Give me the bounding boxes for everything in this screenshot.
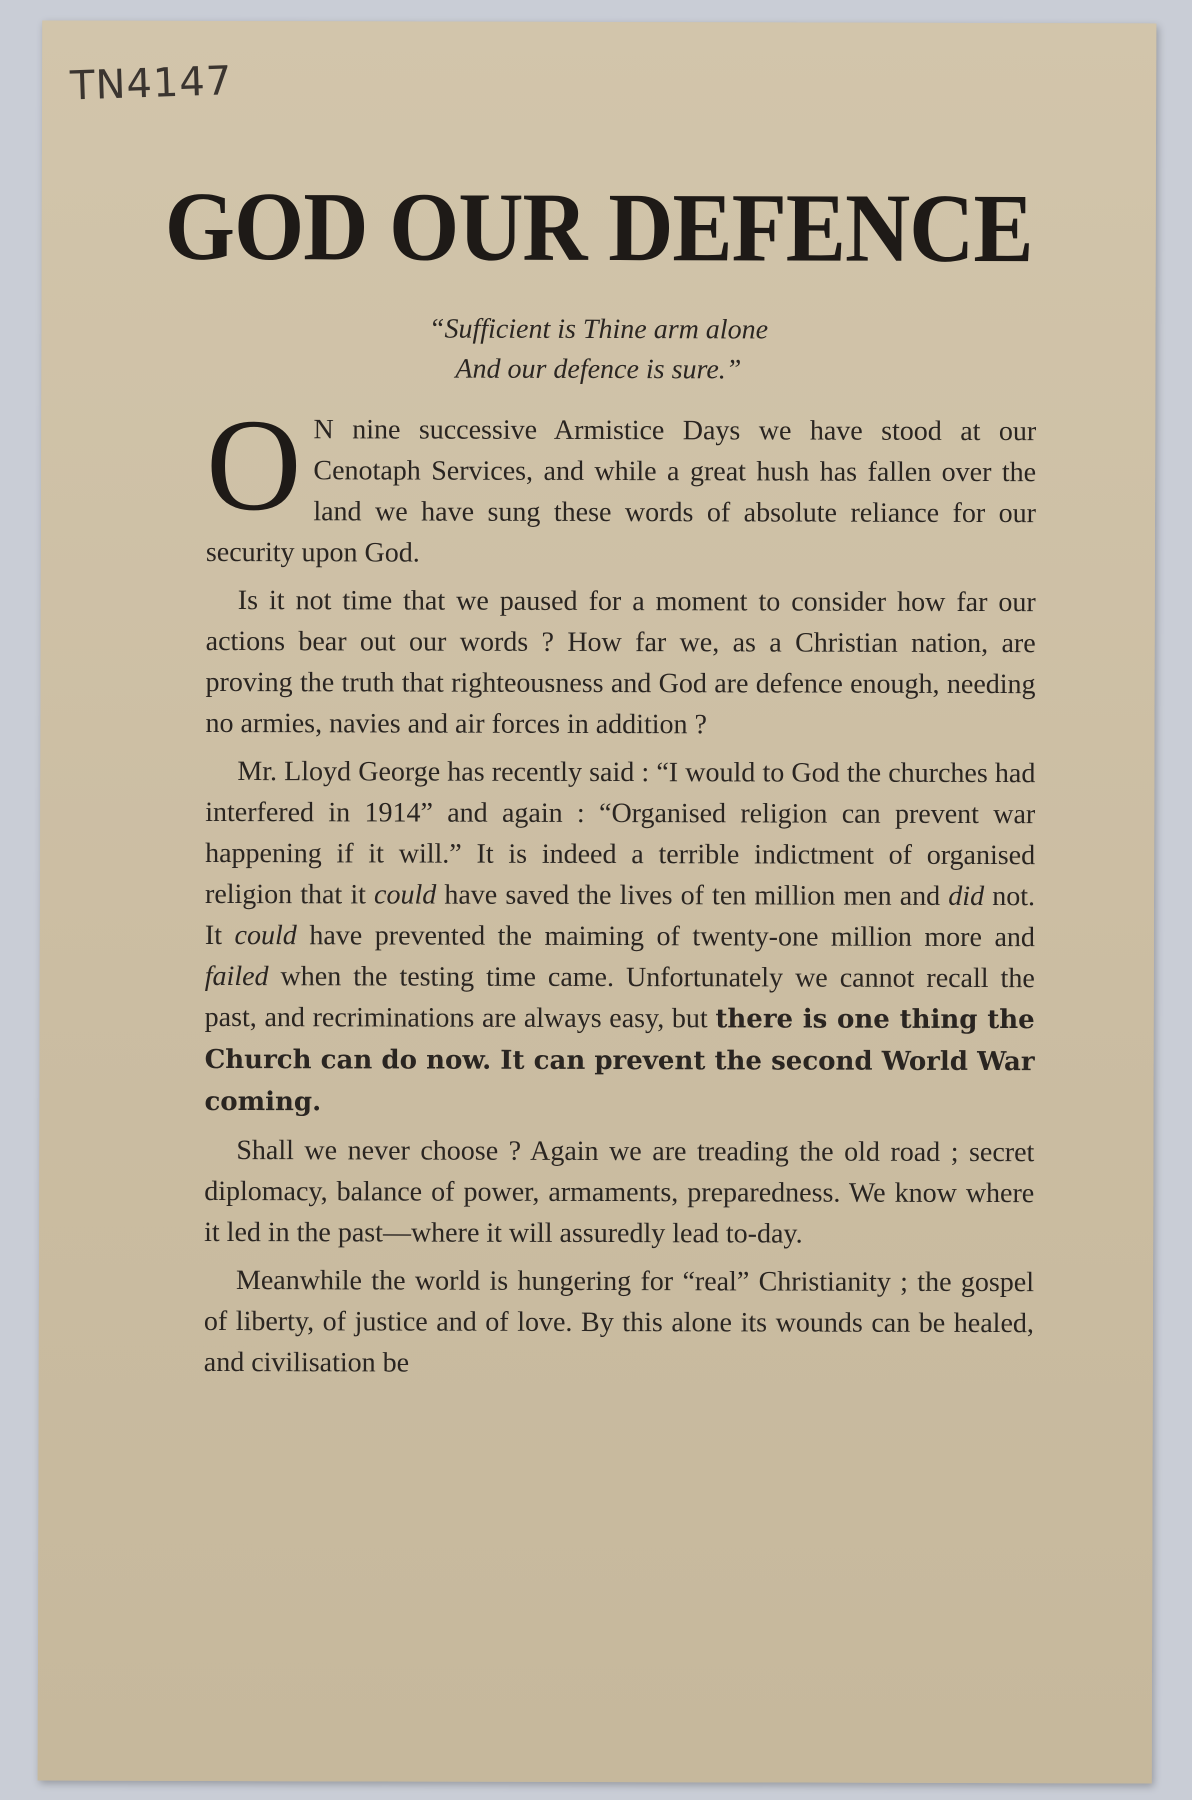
handwritten-reference-note: TN4147: [69, 58, 233, 110]
leaflet-page: [38, 21, 1157, 1784]
bold-statement: there is one thing the Church can do now. It can prevent the second World War coming.: [204, 1004, 1035, 1118]
emphasis: could: [234, 920, 297, 952]
drop-cap: O: [205, 390, 302, 539]
emphasis: did: [948, 880, 985, 913]
epigraph: [41, 309, 1155, 392]
paragraph-3-text: not. It: [204, 881, 1036, 952]
body-text: [203, 390, 1037, 1392]
emphasis: failed: [204, 960, 269, 993]
page-title: GOD OUR DEFENCE: [164, 172, 1033, 284]
paragraph-3-text: have saved the lives of ten million men and: [436, 879, 949, 912]
emphasis: could: [374, 879, 437, 911]
paragraph-2: Is it not time that we paused for a moment to consider how far our actions bear out our words ? How far we, as a Christian nation, are proving the truth that righteousness and God are defence enough, needing no armies, navies and air forces in addition ?: [205, 585, 1036, 741]
paragraph-4: Shall we never choose ? Again we are treading the old road ; secret diplomacy, balance of power, armaments, preparedness. We know where it led in the past—where it will assuredly lead to-day.: [204, 1135, 1035, 1250]
paragraph-3: [204, 751, 1035, 1125]
paragraph-3-text: have prevented the maiming of twenty-one million more and: [296, 920, 1035, 954]
paragraph-3-text: Mr. Lloyd George has recently said : “I would to God the churches had interfered in 1914” and again : “Organised religion can prevent war happening if it will.” It is indeed a terrible indictment of organised religion that it: [204, 756, 1036, 911]
paragraph-3-text: when the testing time came. Unfortunately we cannot recall the past, and recriminations are always easy, but: [204, 961, 1035, 1035]
epigraph-line-1: “Sufficient is Thine arm alone: [428, 313, 769, 346]
paragraph-1-text: N nine successive Armistice Days we have stood at our Cenotaph Services, and while a great hush has fallen over the land we have sung these words of absolute reliance for our security upon God.: [205, 414, 1037, 569]
paragraph-1: [205, 390, 1037, 575]
epigraph-line-2: And our defence is sure.”: [455, 353, 742, 386]
paragraph-5: Meanwhile the world is hungering for “real” Christianity ; the gospel of liberty, of justice and of love. By this alone its wounds can be healed, and civilisation be: [203, 1265, 1035, 1379]
